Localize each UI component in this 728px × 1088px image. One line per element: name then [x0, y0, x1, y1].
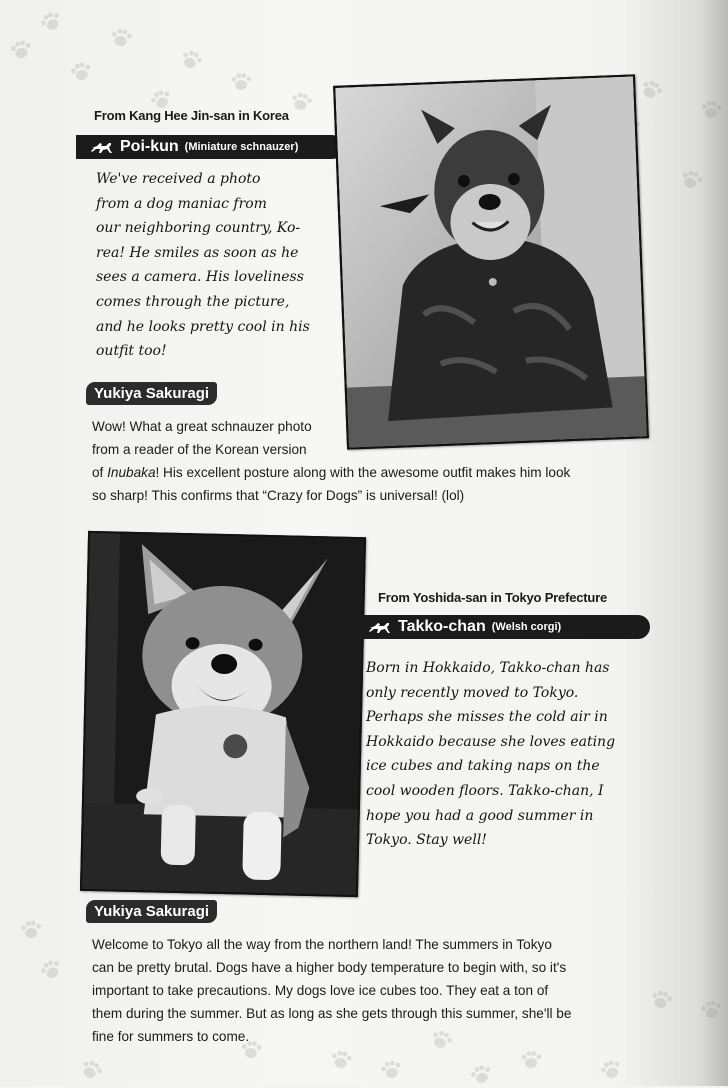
entry-2-message — [366, 656, 615, 853]
paw-print-icon — [8, 38, 33, 62]
paw-print-icon — [678, 167, 705, 193]
comment-line: fine for summers to come. — [92, 1029, 250, 1044]
paw-print-icon — [637, 76, 666, 104]
paw-print-icon — [109, 27, 133, 50]
comment-line: Welcome to Tokyo all the way from the northern land! The summers in Tokyo — [92, 937, 552, 952]
message-line: Tokyo. Stay well! — [366, 832, 487, 849]
entry-2-dog-name: Takko-chan — [398, 618, 486, 635]
entry-2-dog-breed: (Welsh corgi) — [491, 621, 562, 633]
paw-print-icon — [177, 47, 205, 74]
paw-print-icon — [288, 90, 314, 114]
paw-print-icon — [699, 99, 722, 120]
paw-print-icon — [68, 59, 95, 84]
paw-print-icon — [230, 72, 253, 93]
paw-print-icon — [19, 919, 43, 941]
entry-2-comment — [92, 933, 571, 1048]
comment-line: important to take precautions. My dogs love ice cubes too. They eat a ton of — [92, 983, 549, 998]
paw-print-icon — [36, 8, 65, 36]
comment-line: so sharp! This confirms that “Crazy for Dogs” is universal! (lol) — [92, 488, 465, 503]
message-line: Born in Hokkaido, Takko-chan has — [366, 660, 610, 676]
message-line: our neighboring country, Ko- — [96, 220, 301, 237]
comment-line: them during the summer. But as long as she gets through this summer, she'll be — [92, 1006, 572, 1021]
message-line: rea! He smiles as soon as he — [96, 244, 299, 261]
paw-print-icon — [648, 988, 674, 1012]
paw-print-icon — [378, 1057, 404, 1082]
message-line: Perhaps she misses the cold air in — [366, 709, 608, 726]
message-line: cool wooden floors. Takko-chan, I — [366, 782, 604, 799]
comment-line: can be pretty brutal. Dogs have a higher body temperature to begin with, so it's — [92, 960, 567, 975]
corgi-photo — [80, 531, 366, 897]
paw-print-icon — [597, 1056, 625, 1083]
entry-1-comment — [92, 415, 570, 507]
running-dog-icon — [368, 619, 392, 635]
entry-1-author-badge: Yukiya Sakuragi — [86, 382, 217, 405]
schnauzer-photo — [333, 74, 649, 449]
paw-print-icon — [37, 956, 66, 984]
message-line: comes through the picture, — [96, 293, 290, 310]
message-line: ice cubes and taking naps on the — [366, 758, 600, 775]
comment-line: Wow! What a great schnauzer photo — [92, 419, 312, 434]
message-line: outfit too! — [96, 343, 167, 360]
entry-2-dog-tag — [354, 615, 650, 639]
message-line: from a dog maniac from — [96, 195, 267, 212]
paw-print-icon — [467, 1062, 494, 1088]
entry-2-from: From Yoshida-san in Tokyo Prefecture — [378, 590, 608, 605]
comment-line: from a reader of the Korean version — [92, 442, 307, 457]
entry-1-dog-tag — [76, 135, 344, 159]
running-dog-icon — [90, 139, 114, 155]
entry-2-author-badge: Yukiya Sakuragi — [86, 900, 217, 923]
paw-print-icon — [77, 1056, 106, 1084]
message-line: Hokkaido because she loves eating — [366, 733, 616, 750]
entry-1-message — [96, 167, 310, 364]
message-line: and he looks pretty cool in his — [96, 318, 310, 335]
entry-1-from: From Kang Hee Jin-san in Korea — [94, 108, 289, 123]
message-line: We've received a photo — [96, 171, 261, 187]
message-line: sees a camera. His loveliness — [96, 269, 304, 286]
comment-line: of Inubaka! His excellent posture along with the awesome outfit makes him look — [92, 465, 571, 480]
paw-print-icon — [329, 1049, 354, 1072]
entry-1-dog-name: Poi-kun — [120, 138, 179, 155]
paw-print-icon — [520, 1050, 542, 1070]
entry-1-dog-breed: (Miniature schnauzer) — [184, 141, 299, 153]
paw-print-icon — [698, 998, 723, 1022]
message-line: only recently moved to Tokyo. — [366, 684, 579, 701]
message-line: hope you had a good summer in — [366, 807, 594, 824]
